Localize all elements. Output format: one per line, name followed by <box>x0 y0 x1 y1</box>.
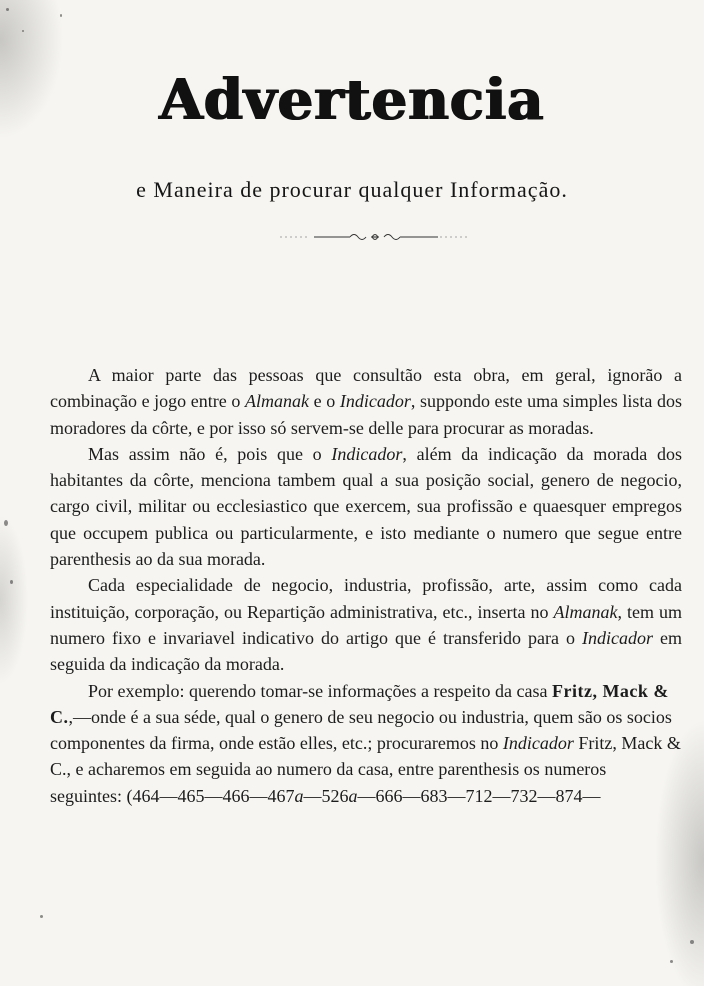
body-paragraph <box>50 572 682 677</box>
italic-text: Indicador <box>331 443 403 464</box>
text-run: , além da indicação da morada dos habitantes da côrte, menciona tambem qual a sua posição social, genero de negocio, cargo civil, militar ou ecclesiastico que exercem, sua profissão e quaesquer empregos que occupem publica ou particularmente, e isto mediante o numero que segue entre parenthesis ao da sua morada. <box>50 443 682 570</box>
text-run: ,—onde é a sua séde, qual o genero de seu negocio ou industria, quem são os socios componentes da firma, onde estão elles, etc.; procuraremos no <box>50 706 672 754</box>
ink-speck <box>22 30 24 32</box>
text-run: , suppondo este uma simples lista dos moradores da côrte, e por isso só servem-se delle para procurar as moradas. <box>50 391 682 438</box>
italic-text: Indicador <box>339 391 411 412</box>
italic-text: a <box>348 785 358 806</box>
ink-speck <box>690 940 694 944</box>
text-run: Por exemplo: querendo tomar-se informações a respeito da casa <box>88 680 552 701</box>
text-run: Fritz, Mack & C., e acharemos em seguida ao numero da casa, entre parenthesis os numeros seguintes: (464—465—466—467 <box>50 733 681 806</box>
text-run: —666—683—712—732—874— <box>357 785 601 806</box>
italic-text: Almanak <box>553 601 618 622</box>
italic-text: a <box>294 785 304 806</box>
ink-speck <box>10 580 13 584</box>
ink-speck <box>40 915 43 918</box>
page-subtitle: e Maneira de procurar qualquer Informação. <box>136 177 568 202</box>
body-paragraph <box>50 678 682 809</box>
ink-speck <box>6 8 9 11</box>
text-run: em seguida da indicação da morada. <box>50 627 682 675</box>
ink-speck <box>60 14 62 17</box>
ornament-divider <box>280 230 470 244</box>
text-run: Mas assim não é, pois que o <box>88 443 332 464</box>
body-paragraph <box>50 441 682 572</box>
text-run: , tem um numero fixo e invariavel indicativo do artigo que é transferido para o <box>50 601 682 648</box>
italic-text: Almanak <box>245 391 309 412</box>
text-run: e o <box>308 391 340 412</box>
text-run: A maior parte das pessoas que consultão esta obra, em geral, ignorão a combinação e jogo entre o <box>50 365 682 412</box>
text-run: —526 <box>303 785 349 806</box>
page-title: Advertencia <box>159 67 545 133</box>
body-text <box>50 362 682 809</box>
body-paragraph <box>50 362 682 441</box>
italic-text: Indicador <box>581 627 653 648</box>
ink-speck <box>670 960 673 963</box>
bold-text: Fritz, Mack & C. <box>50 680 669 727</box>
text-run: Cada especialidade de negocio, industria, profissão, arte, assim como cada instituição, corporação, ou Repartição administrativa, etc., inserta no <box>50 575 682 622</box>
italic-text: Indicador <box>502 733 574 754</box>
ink-speck <box>4 520 8 526</box>
